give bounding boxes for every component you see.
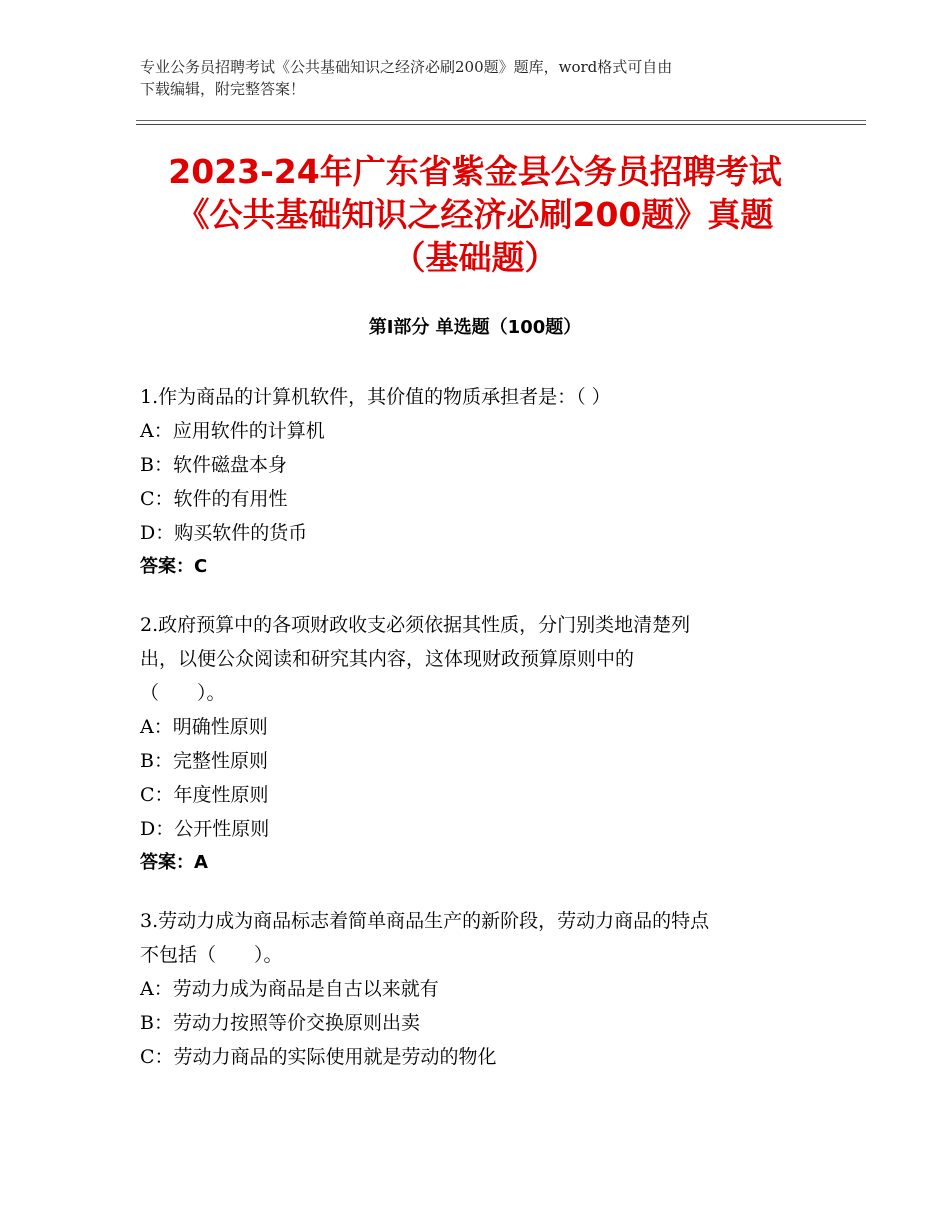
- option-c: C：软件的有用性: [140, 488, 288, 510]
- question-stem: [140, 380, 820, 414]
- option-b: B：劳动力按照等价交换原则出卖: [140, 1012, 420, 1034]
- title-line-1: 2023-24年广东省紫金县公务员招聘考试: [168, 152, 782, 191]
- option-d: D：公开性原则: [140, 818, 270, 840]
- title-line-3: （基础题）: [392, 238, 558, 277]
- stem-line: 不包括（ ）。: [140, 944, 283, 966]
- header-note-line-2: 下载编辑，附完整答案！: [140, 80, 306, 98]
- question-list: [140, 380, 820, 1098]
- stem-line: 1.作为商品的计算机软件，其价值的物质承担者是：（ ）: [140, 386, 611, 408]
- answer-line: 答案：A: [140, 852, 208, 873]
- stem-line: 2.政府预算中的各项财政收支必须依据其性质，分门别类地清楚列: [140, 614, 691, 636]
- stem-line: 3.劳动力成为商品标志着简单商品生产的新阶段，劳动力商品的特点: [140, 910, 710, 932]
- question-2: [140, 608, 820, 880]
- question-3: [140, 904, 820, 1074]
- stem-line: 出，以便公众阅读和研究其内容，这体现财政预算原则中的: [140, 648, 635, 670]
- header-divider-thin: [136, 120, 866, 121]
- stem-line: （ ）。: [140, 682, 226, 704]
- section-heading: 第Ⅰ部分 单选题（100题）: [368, 317, 582, 338]
- question-stem: [140, 608, 820, 710]
- option-a: A：劳动力成为商品是自古以来就有: [140, 978, 439, 1000]
- question-stem: [140, 904, 820, 972]
- title-line-2: 《公共基础知识之经济必刷200题》真题: [176, 195, 774, 234]
- answer-line: 答案：C: [140, 556, 208, 577]
- option-a: A：应用软件的计算机: [140, 420, 325, 442]
- header-note: [140, 56, 820, 100]
- option-b: B：软件磁盘本身: [140, 454, 287, 476]
- document-title: [100, 150, 850, 279]
- option-c: C：年度性原则: [140, 784, 269, 806]
- header-divider-thick: [136, 124, 866, 125]
- option-a: A：明确性原则: [140, 716, 268, 738]
- question-1: [140, 380, 820, 584]
- option-b: B：完整性原则: [140, 750, 268, 772]
- option-c: C：劳动力商品的实际使用就是劳动的物化: [140, 1046, 497, 1068]
- header-note-line-1: 专业公务员招聘考试《公共基础知识之经济必刷200题》题库，word格式可自由: [140, 58, 673, 76]
- option-d: D：购买软件的货币: [140, 522, 308, 544]
